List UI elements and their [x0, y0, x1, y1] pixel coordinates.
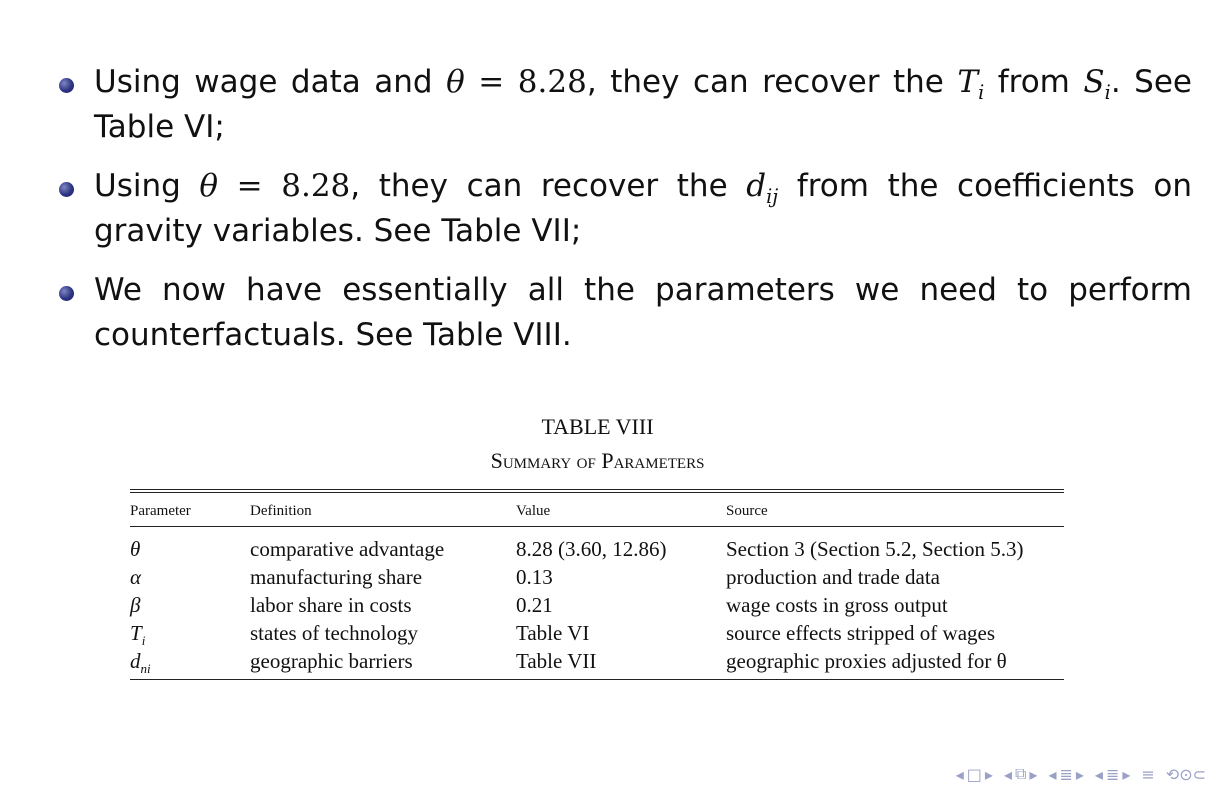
nav-left-icon[interactable]: ◂ — [1003, 764, 1012, 784]
source-cell: production and trade data — [726, 565, 940, 589]
table-row — [130, 647, 1064, 680]
bullet-1-text-c: from — [984, 64, 1084, 100]
value-cell: 0.21 — [516, 593, 553, 617]
header-value: Value — [516, 491, 726, 527]
nav-left-icon[interactable]: ◂ — [1094, 764, 1103, 784]
nav-right-icon[interactable]: ▸ — [1075, 764, 1084, 784]
value-cell: Table VII — [516, 647, 726, 680]
header-source: Source — [726, 491, 1064, 527]
definition-cell: comparative advantage — [250, 537, 445, 561]
T-symbol: $T_i$ — [957, 64, 985, 105]
param-cell: α — [130, 565, 142, 589]
bullet-2-text-b: , they can recover the — [350, 168, 747, 204]
bullet-2-text-c: from the coefficients on gravity variables. See Table VII; — [94, 168, 1192, 249]
nav-frame-group[interactable] — [956, 765, 993, 784]
table-row — [130, 563, 1064, 591]
value-cell: Table VI — [516, 621, 590, 645]
bullet-1-text-d: . See Table VI; — [94, 64, 1193, 145]
nav-section-group[interactable] — [1048, 765, 1083, 784]
source-cell: Section 3 (Section 5.2, Section 5.3) — [726, 537, 1024, 561]
definition-cell: states of technology — [250, 621, 418, 645]
theta-value: = 8.28 — [464, 64, 587, 100]
definition-cell: geographic barriers — [250, 647, 516, 680]
nav-section-icon[interactable]: ≣ — [1105, 764, 1120, 784]
table-title: TABLE VIII — [541, 414, 654, 439]
S-symbol: $S_i$ — [1083, 64, 1111, 105]
d-symbol: $d_{ij}$ — [746, 168, 779, 209]
theta-value: = 8.28 — [218, 168, 351, 204]
nav-left-icon[interactable]: ◂ — [1048, 764, 1057, 784]
bullet-item-2 — [57, 164, 1192, 254]
header-parameter: Parameter — [130, 491, 250, 527]
beamer-navigation-bar — [956, 764, 1206, 784]
bullet-2-text-a: Using — [94, 168, 200, 204]
source-cell: wage costs in gross output — [726, 593, 948, 617]
value-cell: 0.13 — [516, 565, 553, 589]
theta-symbol: θ — [199, 168, 219, 204]
bullet-1-text-a: Using wage data and — [94, 64, 447, 100]
table-subtitle: Summary of Parameters — [490, 448, 705, 473]
param-cell: $T_i$ — [130, 621, 146, 649]
nav-section-icon[interactable]: ≣ — [1059, 764, 1073, 784]
nav-section2-group[interactable] — [1095, 765, 1130, 784]
theta-symbol: θ — [446, 64, 465, 100]
param-cell: β — [130, 593, 141, 617]
parameter-table — [130, 489, 1064, 680]
nav-subsection-group[interactable] — [1004, 764, 1038, 784]
source-cell: geographic proxies adjusted for θ — [726, 647, 1064, 680]
table-row — [130, 591, 1064, 619]
table-row — [130, 527, 1064, 564]
header-definition: Definition — [250, 491, 516, 527]
table-row — [130, 619, 1064, 647]
nav-left-icon[interactable]: ◂ — [955, 764, 964, 784]
nav-right-icon[interactable]: ▸ — [1122, 764, 1131, 784]
bullet-3-text: We now have essentially all the parameters we need to perform counterfactuals. See Table VIII. — [94, 272, 1192, 353]
source-cell: source effects stripped of wages — [726, 621, 996, 645]
bullet-item-1 — [57, 60, 1192, 150]
table-header-row — [130, 491, 1064, 527]
nav-frame-icon[interactable]: □ — [966, 764, 982, 784]
nav-right-icon[interactable]: ▸ — [984, 764, 993, 784]
nav-search-icon[interactable]: ⟲⊙⊂ — [1165, 764, 1206, 784]
bullet-item-3 — [57, 268, 1192, 358]
bullet-1-text-b: , they can recover the — [586, 64, 958, 100]
nav-stack-icon[interactable]: ⧉ — [1014, 764, 1027, 783]
definition-cell: manufacturing share — [250, 565, 423, 589]
param-cell: $d_{ni}$ — [130, 647, 250, 680]
value-cell: 8.28 (3.60, 12.86) — [516, 537, 667, 561]
nav-align-icon[interactable]: ≡ — [1141, 764, 1155, 784]
bullet-list — [57, 60, 1192, 372]
definition-cell: labor share in costs — [250, 593, 412, 617]
nav-right-icon[interactable]: ▸ — [1029, 764, 1038, 784]
param-cell: θ — [130, 537, 141, 561]
